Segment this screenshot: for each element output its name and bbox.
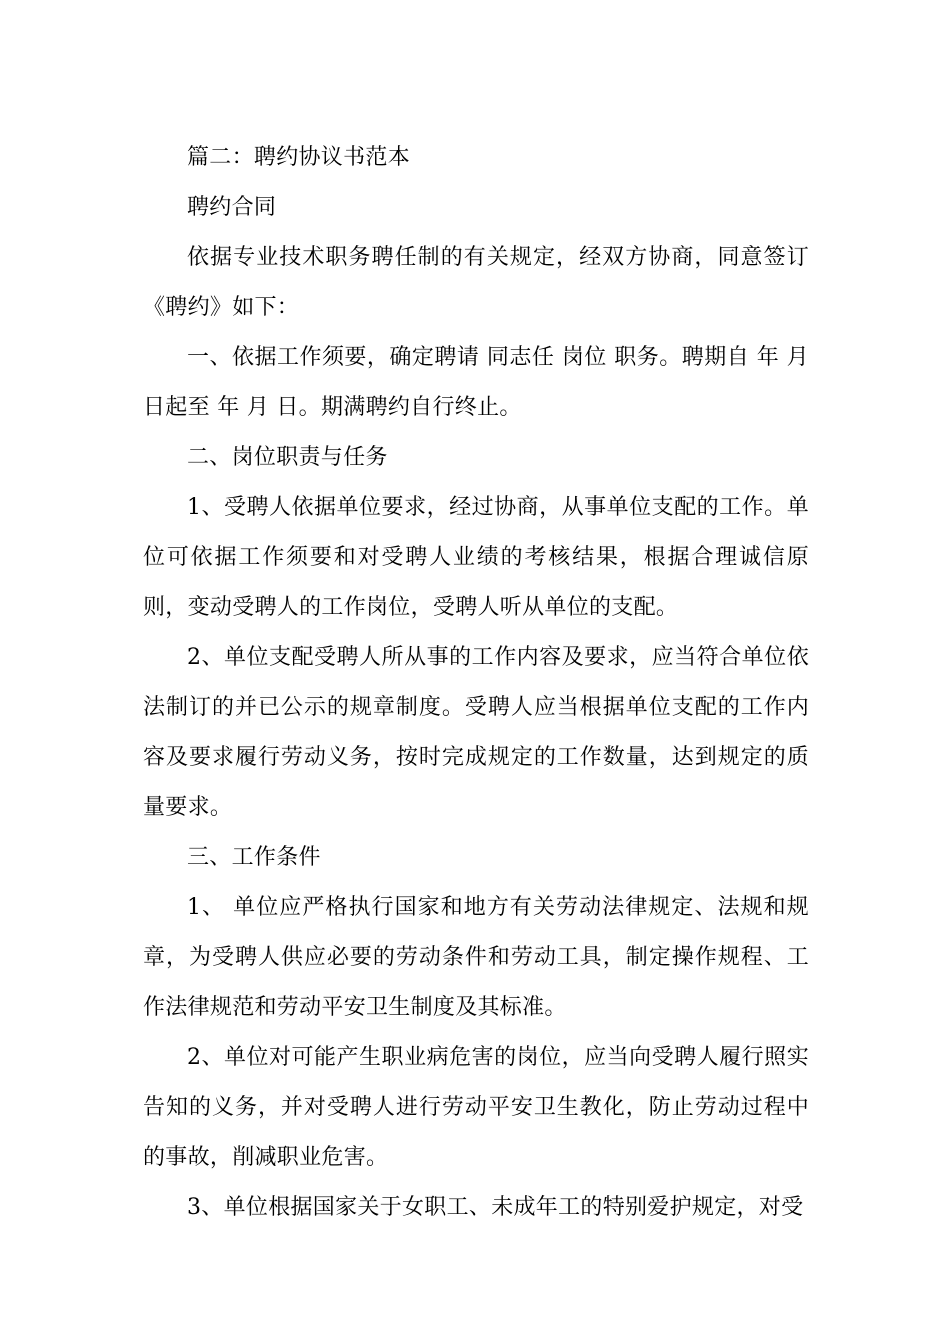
section-2-item-2: 2、单位支配受聘人所从事的工作内容及要求，应当符合单位依法制订的并已公示的规章制度。受聘人应当根据单位支配的工作内容及要求履行劳动义务，按时完成规定的工作数量，达到规定的质量要求。 [143,645,809,820]
contract-title: 聘约合同 [187,195,277,220]
section-3-item-2: 2、单位对可能产生职业病危害的岗位，应当向受聘人履行照实告知的义务，并对受聘人进行劳动平安卫生教化，防止劳动过程中的事故，削减职业危害。 [143,1045,809,1170]
document-body [143,133,809,1233]
section-3-item-3: 3、单位根据国家关于女职工、未成年工的特别爱护规定，对受 [187,1195,804,1220]
section-3-heading: 三、工作条件 [187,845,321,870]
section-title: 篇二：聘约协议书范本 [187,145,411,170]
intro-paragraph: 依据专业技术职务聘任制的有关规定，经双方协商，同意签订《聘约》如下： [143,245,809,320]
section-3-item-1: 1、 单位应严格执行国家和地方有关劳动法律规定、法规和规章，为受聘人供应必要的劳动条件和劳动工具，制定操作规程、工作法律规范和劳动平安卫生制度及其标准。 [143,895,809,1020]
clause-1-paragraph: 一、依据工作须要，确定聘请 同志任 岗位 职务。聘期自 年 月 日起至 年 月 日。期满聘约自行终止。 [143,345,809,420]
section-2-heading: 二、岗位职责与任务 [187,445,388,470]
section-2-item-1: 1、受聘人依据单位要求，经过协商，从事单位支配的工作。单位可依据工作须要和对受聘人业绩的考核结果，根据合理诚信原则，变动受聘人的工作岗位，受聘人听从单位的支配。 [143,495,809,620]
